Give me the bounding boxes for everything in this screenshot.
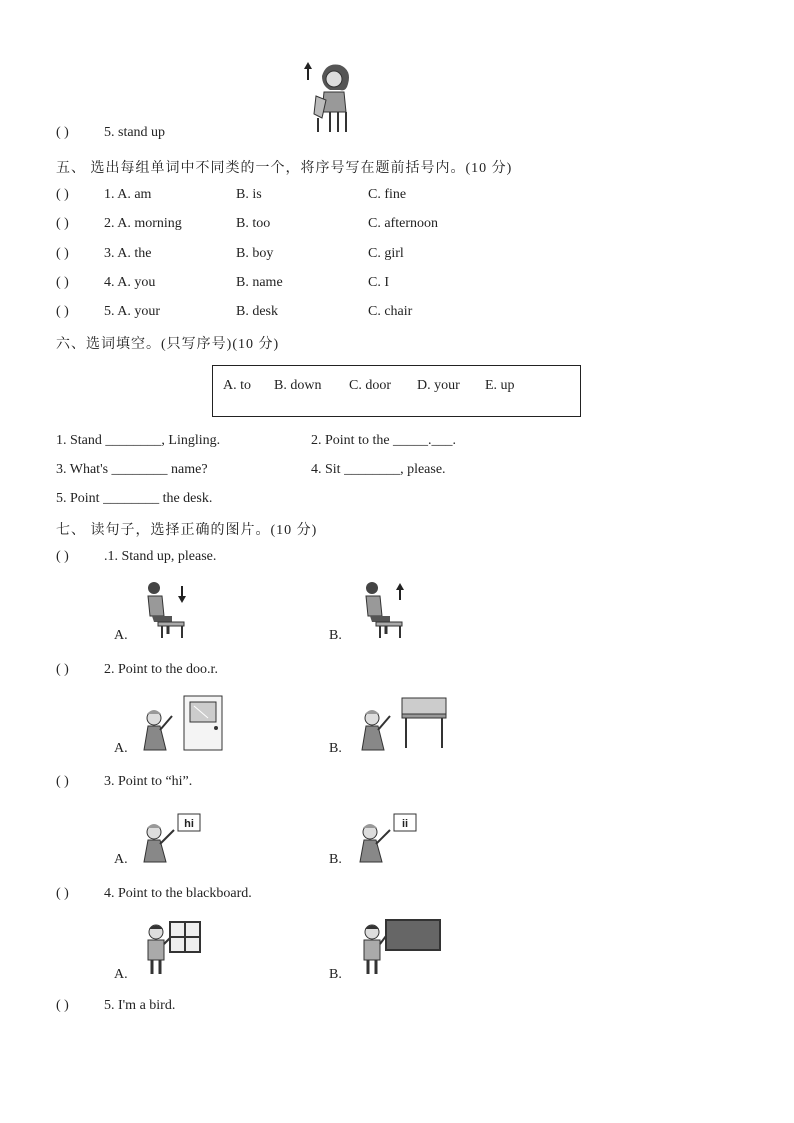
question-text: 5. stand up <box>104 125 166 140</box>
answer-bracket[interactable]: ( ) <box>56 275 69 290</box>
option-a-label: A. <box>114 852 128 867</box>
option-c: C. afternoon <box>368 216 438 231</box>
fill-blank-item: 3. What's ________ name? <box>56 462 208 477</box>
answer-bracket[interactable]: ( ) <box>56 246 69 261</box>
word-bank-box <box>212 365 581 417</box>
option-c: C. I <box>368 275 389 290</box>
answer-bracket[interactable]: ( ) <box>56 187 69 202</box>
option-a-label: A. <box>114 628 128 643</box>
man-stand-up-picture[interactable] <box>356 580 408 640</box>
word-option: B. down <box>274 378 322 393</box>
fill-blank-item: 4. Sit ________, please. <box>311 462 446 477</box>
girl-pointing-ii-card-picture[interactable] <box>354 812 418 864</box>
word-option: A. to <box>223 378 251 393</box>
question-text: 5. I'm a bird. <box>104 998 176 1013</box>
option-c: C. girl <box>368 246 404 261</box>
option-a-label: A. <box>114 967 128 982</box>
option-a: 2. A. morning <box>104 216 182 231</box>
section-seven-heading: 七、 读句子，选择正确的图片。(10 分) <box>56 523 318 538</box>
answer-bracket[interactable]: ( ) <box>56 774 69 789</box>
answer-bracket[interactable]: ( ) <box>56 304 69 319</box>
option-a-label: A. <box>114 741 128 756</box>
option-b: B. desk <box>236 304 278 319</box>
girl-pointing-door-picture[interactable] <box>138 692 226 752</box>
boy-pointing-blackboard-picture[interactable] <box>358 918 442 978</box>
question-text: 2. Point to the doo.r. <box>104 662 218 677</box>
girl-pointing-desk-picture[interactable] <box>352 692 448 752</box>
question-text: 4. Point to the blackboard. <box>104 886 252 901</box>
option-c: C. fine <box>368 187 407 202</box>
boy-pointing-window-picture[interactable] <box>140 920 204 978</box>
answer-bracket[interactable]: ( ) <box>56 125 69 140</box>
answer-bracket[interactable]: ( ) <box>56 216 69 231</box>
option-a: 1. A. am <box>104 187 152 202</box>
option-b-label: B. <box>329 852 342 867</box>
word-option: C. door <box>349 378 391 393</box>
option-b: B. is <box>236 187 262 202</box>
answer-bracket[interactable]: ( ) <box>56 998 69 1013</box>
option-b-label: B. <box>329 741 342 756</box>
option-a: 5. A. your <box>104 304 160 319</box>
word-option: E. up <box>485 378 515 393</box>
answer-bracket[interactable]: ( ) <box>56 662 69 677</box>
option-b-label: B. <box>329 967 342 982</box>
option-b: B. name <box>236 275 283 290</box>
option-a: 4. A. you <box>104 275 156 290</box>
section-six-heading: 六、选词填空。(只写序号)(10 分) <box>56 337 280 352</box>
answer-bracket[interactable]: ( ) <box>56 549 69 564</box>
girl-standing-up-picture <box>300 60 356 134</box>
option-b-label: B. <box>329 628 342 643</box>
card-label-ii: ii <box>401 818 409 830</box>
option-b: B. boy <box>236 246 274 261</box>
option-c: C. chair <box>368 304 413 319</box>
option-b: B. too <box>236 216 271 231</box>
girl-pointing-hi-card-picture[interactable] <box>138 812 202 864</box>
answer-bracket[interactable]: ( ) <box>56 886 69 901</box>
word-option: D. your <box>417 378 460 393</box>
fill-blank-item: 2. Point to the _____.___. <box>311 433 457 448</box>
fill-blank-item: 5. Point ________ the desk. <box>56 491 213 506</box>
man-sit-down-picture[interactable] <box>138 580 190 640</box>
fill-blank-item: 1. Stand ________, Lingling. <box>56 433 221 448</box>
question-text: 3. Point to “hi”. <box>104 774 193 789</box>
card-label-hi: hi <box>184 818 194 830</box>
option-a: 3. A. the <box>104 246 152 261</box>
question-text: .1. Stand up, please. <box>104 549 217 564</box>
section-five-heading: 五、 选出每组单词中不同类的一个，将序号写在题前括号内。(10 分) <box>56 161 513 176</box>
